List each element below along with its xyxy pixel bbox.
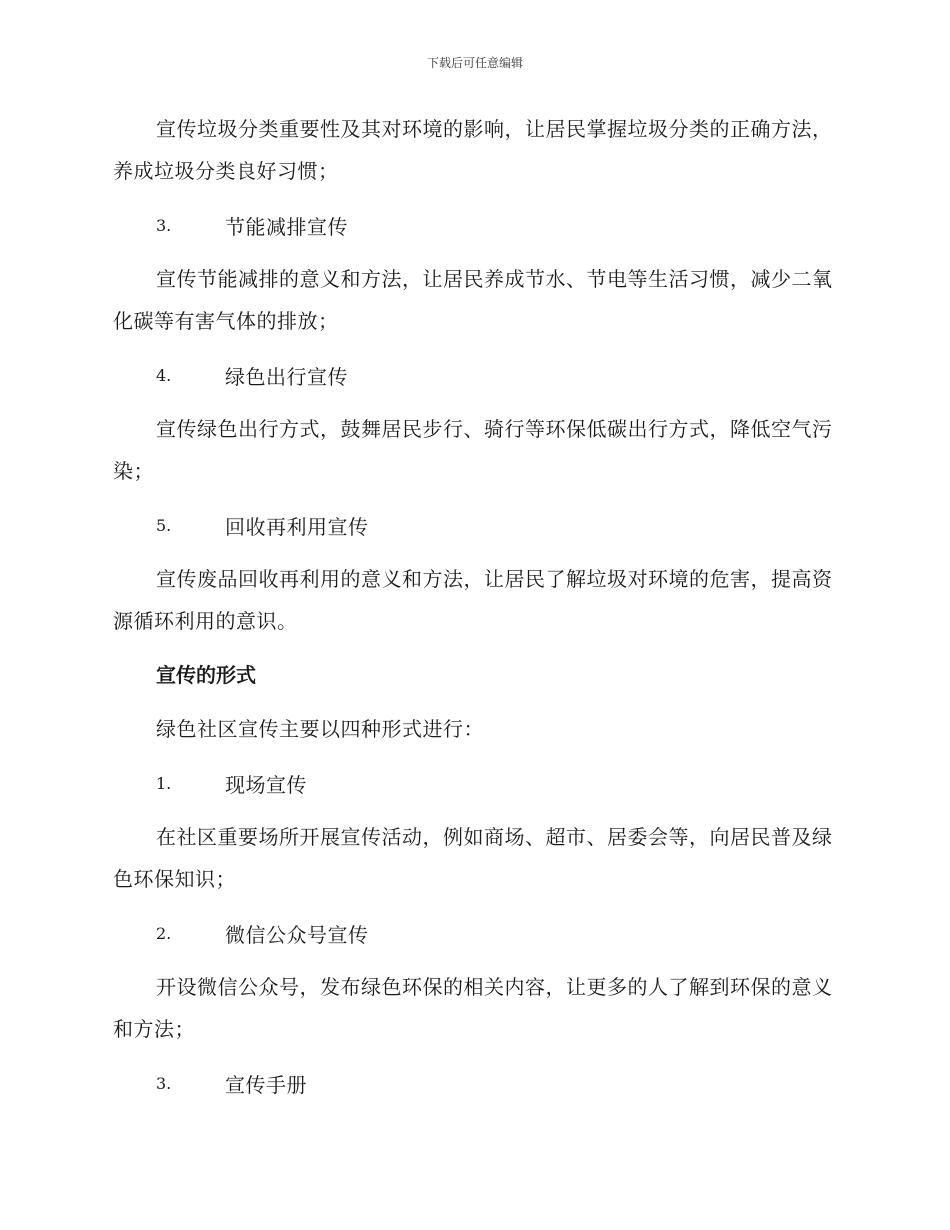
paragraph: 宣传垃圾分类重要性及其对环境的影响，让居民掌握垃圾分类的正确方法，养成垃圾分类良好习惯； xyxy=(113,117,833,183)
paragraph: 开设微信公众号，发布绿色环保的相关内容，让更多的人了解到环保的意义和方法； xyxy=(113,975,833,1041)
paragraph: 在社区重要场所开展宣传活动，例如商场、超市、居委会等，向居民普及绿色环保知识； xyxy=(113,825,833,891)
list-item xyxy=(113,204,833,246)
document-body xyxy=(113,108,833,1116)
list-number: 3. xyxy=(156,215,172,235)
list-number: 5. xyxy=(156,515,172,535)
list-item-title: 宣传手册 xyxy=(225,1072,307,1097)
paragraph: 宣传废品回收再利用的意义和方法，让居民了解垃圾对环境的危害，提高资源循环利用的意识。 xyxy=(113,567,833,633)
list-item-title: 绿色出行宣传 xyxy=(225,364,348,389)
list-number: 4. xyxy=(156,365,172,385)
list-item-title: 现场宣传 xyxy=(225,772,307,797)
paragraph: 绿色社区宣传主要以四种形式进行： xyxy=(156,717,484,741)
list-item xyxy=(113,762,833,804)
list-number: 3. xyxy=(156,1073,172,1093)
list-item xyxy=(113,354,833,396)
list-item xyxy=(113,912,833,954)
list-item xyxy=(113,504,833,546)
list-item-title: 回收再利用宣传 xyxy=(225,514,369,539)
section-heading: 宣传的形式 xyxy=(156,663,256,687)
list-item xyxy=(113,1062,833,1104)
list-number: 1. xyxy=(156,773,172,793)
list-item-title: 节能减排宣传 xyxy=(225,214,348,239)
paragraph: 宣传绿色出行方式，鼓舞居民步行、骑行等环保低碳出行方式，降低空气污染； xyxy=(113,417,833,483)
list-item-title: 微信公众号宣传 xyxy=(225,922,369,947)
paragraph: 宣传节能减排的意义和方法，让居民养成节水、节电等生活习惯，减少二氧化碳等有害气体的排放； xyxy=(113,267,833,333)
list-number: 2. xyxy=(156,923,172,943)
page-header-note: 下载后可任意编辑 xyxy=(426,56,523,70)
